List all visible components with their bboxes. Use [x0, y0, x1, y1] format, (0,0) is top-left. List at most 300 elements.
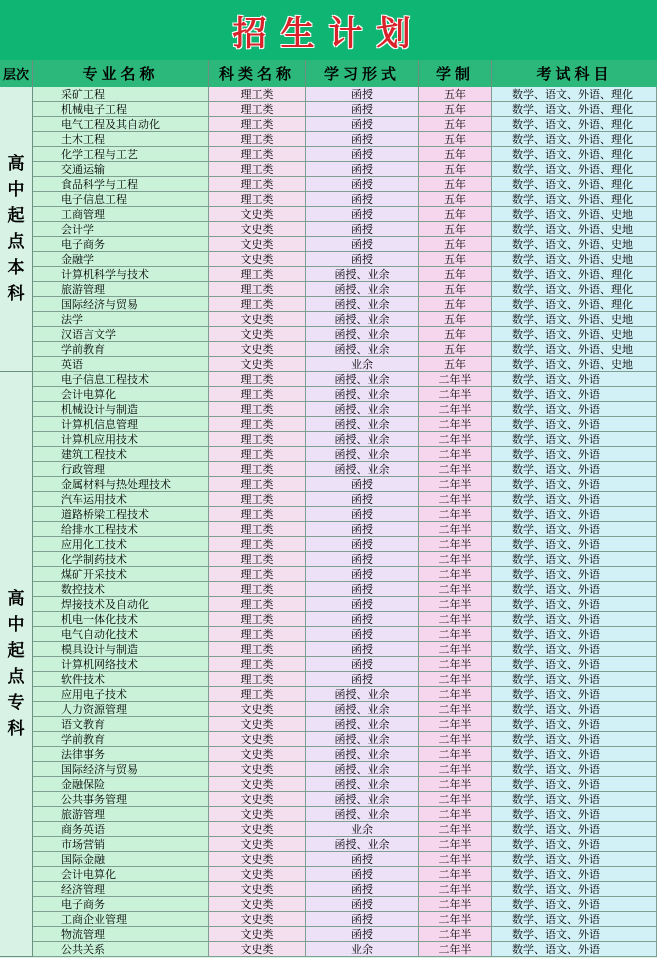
study-mode-cell: 函授 — [306, 252, 419, 267]
exam-subjects-cell: 数学、语文、外语 — [492, 867, 657, 882]
major-name-cell: 国际经济与贸易 — [33, 297, 209, 312]
table-row — [33, 747, 657, 762]
duration-cell: 二年半 — [419, 762, 492, 777]
duration-cell: 五年 — [419, 132, 492, 147]
table-row — [33, 282, 657, 297]
header-category: 科类名称 — [209, 60, 306, 87]
exam-subjects-cell: 数学、语文、外语、史地 — [492, 252, 657, 267]
level-char: 高 — [7, 154, 25, 174]
duration-cell: 二年半 — [419, 657, 492, 672]
table-row — [33, 417, 657, 432]
duration-cell: 二年半 — [419, 822, 492, 837]
major-name-cell: 商务英语 — [33, 822, 209, 837]
exam-subjects-cell: 数学、语文、外语 — [492, 657, 657, 672]
duration-cell: 二年半 — [419, 372, 492, 387]
category-cell: 理工类 — [209, 597, 306, 612]
exam-subjects-cell: 数学、语文、外语 — [492, 672, 657, 687]
duration-cell: 五年 — [419, 357, 492, 372]
study-mode-cell: 函授、业余 — [306, 312, 419, 327]
table-row — [33, 882, 657, 897]
category-cell: 理工类 — [209, 462, 306, 477]
exam-subjects-cell: 数学、语文、外语 — [492, 552, 657, 567]
study-mode-cell: 函授、业余 — [306, 807, 419, 822]
category-cell: 文史类 — [209, 717, 306, 732]
major-name-cell: 计算机科学与技术 — [33, 267, 209, 282]
table-header — [0, 60, 657, 87]
study-mode-cell: 函授 — [306, 507, 419, 522]
category-cell: 文史类 — [209, 897, 306, 912]
duration-cell: 二年半 — [419, 582, 492, 597]
category-cell: 理工类 — [209, 642, 306, 657]
study-mode-cell: 函授、业余 — [306, 447, 419, 462]
duration-cell: 二年半 — [419, 807, 492, 822]
exam-subjects-cell: 数学、语文、外语 — [492, 612, 657, 627]
table-row — [33, 372, 657, 387]
study-mode-cell: 函授、业余 — [306, 732, 419, 747]
major-name-cell: 公共事务管理 — [33, 792, 209, 807]
category-cell: 理工类 — [209, 522, 306, 537]
table-row — [33, 207, 657, 222]
exam-subjects-cell: 数学、语文、外语 — [492, 477, 657, 492]
study-mode-cell: 函授 — [306, 492, 419, 507]
major-name-cell: 会计学 — [33, 222, 209, 237]
header-major-name: 专业名称 — [33, 60, 209, 87]
duration-cell: 五年 — [419, 117, 492, 132]
duration-cell: 五年 — [419, 237, 492, 252]
exam-subjects-cell: 数学、语文、外语、史地 — [492, 312, 657, 327]
duration-cell: 二年半 — [419, 717, 492, 732]
exam-subjects-cell: 数学、语文、外语 — [492, 597, 657, 612]
exam-subjects-cell: 数学、语文、外语 — [492, 582, 657, 597]
category-cell: 理工类 — [209, 552, 306, 567]
table-row — [33, 477, 657, 492]
major-name-cell: 采矿工程 — [33, 87, 209, 102]
study-mode-cell: 函授 — [306, 927, 419, 942]
study-mode-cell: 函授 — [306, 627, 419, 642]
major-name-cell: 法学 — [33, 312, 209, 327]
major-name-cell: 化学工程与工艺 — [33, 147, 209, 162]
major-name-cell: 电子商务 — [33, 237, 209, 252]
study-mode-cell: 函授、业余 — [306, 747, 419, 762]
major-name-cell: 焊接技术及自动化 — [33, 597, 209, 612]
exam-subjects-cell: 数学、语文、外语、理化 — [492, 117, 657, 132]
study-mode-cell: 函授、业余 — [306, 372, 419, 387]
study-mode-cell: 函授、业余 — [306, 342, 419, 357]
table-row — [33, 312, 657, 327]
duration-cell: 二年半 — [419, 927, 492, 942]
category-cell: 文史类 — [209, 942, 306, 957]
exam-subjects-cell: 数学、语文、外语 — [492, 942, 657, 957]
table-row — [33, 237, 657, 252]
level-char: 中 — [7, 615, 25, 635]
study-mode-cell: 函授 — [306, 612, 419, 627]
table-row — [33, 492, 657, 507]
category-cell: 理工类 — [209, 657, 306, 672]
major-name-cell: 机械电子工程 — [33, 102, 209, 117]
category-cell: 理工类 — [209, 537, 306, 552]
table-row — [33, 597, 657, 612]
category-cell: 文史类 — [209, 912, 306, 927]
category-cell: 理工类 — [209, 567, 306, 582]
exam-subjects-cell: 数学、语文、外语、理化 — [492, 297, 657, 312]
major-name-cell: 汉语言文学 — [33, 327, 209, 342]
level-char: 点 — [7, 667, 25, 687]
level-char: 起 — [7, 206, 25, 226]
exam-subjects-cell: 数学、语文、外语 — [492, 537, 657, 552]
category-cell: 文史类 — [209, 882, 306, 897]
major-name-cell: 会计电算化 — [33, 387, 209, 402]
duration-cell: 二年半 — [419, 387, 492, 402]
study-mode-cell: 函授 — [306, 207, 419, 222]
study-mode-cell: 函授、业余 — [306, 777, 419, 792]
category-cell: 理工类 — [209, 672, 306, 687]
study-mode-cell: 函授 — [306, 147, 419, 162]
table-row — [33, 507, 657, 522]
category-cell: 理工类 — [209, 687, 306, 702]
duration-cell: 二年半 — [419, 852, 492, 867]
major-name-cell: 旅游管理 — [33, 282, 209, 297]
major-name-cell: 人力资源管理 — [33, 702, 209, 717]
table-row — [33, 447, 657, 462]
category-cell: 理工类 — [209, 507, 306, 522]
category-cell: 文史类 — [209, 732, 306, 747]
duration-cell: 二年半 — [419, 942, 492, 957]
exam-subjects-cell: 数学、语文、外语 — [492, 747, 657, 762]
major-name-cell: 英语 — [33, 357, 209, 372]
level-char: 本 — [7, 258, 25, 278]
duration-cell: 二年半 — [419, 897, 492, 912]
duration-cell: 二年半 — [419, 672, 492, 687]
study-mode-cell: 函授、业余 — [306, 387, 419, 402]
category-cell: 文史类 — [209, 207, 306, 222]
table-row — [33, 672, 657, 687]
duration-cell: 二年半 — [419, 882, 492, 897]
category-cell: 理工类 — [209, 147, 306, 162]
duration-cell: 二年半 — [419, 732, 492, 747]
category-cell: 文史类 — [209, 762, 306, 777]
header-exam-subjects: 考试科目 — [536, 65, 613, 83]
study-mode-cell: 函授 — [306, 477, 419, 492]
study-mode-cell: 函授 — [306, 882, 419, 897]
duration-cell: 五年 — [419, 267, 492, 282]
exam-subjects-cell: 数学、语文、外语、史地 — [492, 222, 657, 237]
major-name-cell: 应用化工技术 — [33, 537, 209, 552]
major-name-cell: 给排水工程技术 — [33, 522, 209, 537]
study-mode-cell: 函授 — [306, 597, 419, 612]
study-mode-cell: 函授、业余 — [306, 402, 419, 417]
major-name-cell: 模具设计与制造 — [33, 642, 209, 657]
study-mode-cell: 函授、业余 — [306, 417, 419, 432]
exam-subjects-cell: 数学、语文、外语、理化 — [492, 282, 657, 297]
duration-cell: 二年半 — [419, 477, 492, 492]
duration-cell: 五年 — [419, 192, 492, 207]
major-name-cell: 机械设计与制造 — [33, 402, 209, 417]
level-char: 中 — [7, 180, 25, 200]
duration-cell: 二年半 — [419, 417, 492, 432]
category-cell: 理工类 — [209, 177, 306, 192]
category-cell: 文史类 — [209, 852, 306, 867]
study-mode-cell: 函授 — [306, 642, 419, 657]
study-mode-cell: 函授、业余 — [306, 717, 419, 732]
table-row — [33, 222, 657, 237]
exam-subjects-cell: 数学、语文、外语 — [492, 777, 657, 792]
study-mode-cell: 函授 — [306, 177, 419, 192]
duration-cell: 二年半 — [419, 507, 492, 522]
category-cell: 理工类 — [209, 432, 306, 447]
duration-cell: 二年半 — [419, 777, 492, 792]
category-cell: 文史类 — [209, 867, 306, 882]
study-mode-cell: 业余 — [306, 822, 419, 837]
table-row — [33, 762, 657, 777]
duration-cell: 五年 — [419, 222, 492, 237]
study-mode-cell: 函授、业余 — [306, 327, 419, 342]
category-cell: 文史类 — [209, 777, 306, 792]
study-mode-cell: 函授、业余 — [306, 837, 419, 852]
duration-cell: 五年 — [419, 207, 492, 222]
study-mode-cell: 函授 — [306, 192, 419, 207]
exam-subjects-cell: 数学、语文、外语 — [492, 447, 657, 462]
exam-subjects-cell: 数学、语文、外语 — [492, 387, 657, 402]
table-row — [33, 657, 657, 672]
table-row — [33, 777, 657, 792]
major-name-cell: 工商管理 — [33, 207, 209, 222]
level-char: 高 — [7, 589, 25, 609]
header-level: 层次 — [0, 60, 33, 87]
exam-subjects-cell: 数学、语文、外语 — [492, 492, 657, 507]
major-name-cell: 物流管理 — [33, 927, 209, 942]
exam-subjects-cell: 数学、语文、外语 — [492, 642, 657, 657]
major-name-cell: 建筑工程技术 — [33, 447, 209, 462]
level-char: 专 — [7, 693, 25, 713]
duration-cell: 二年半 — [419, 597, 492, 612]
table-row — [33, 687, 657, 702]
study-mode-cell: 函授 — [306, 852, 419, 867]
study-mode-cell: 函授 — [306, 897, 419, 912]
page-title: 招生计划 — [232, 13, 425, 54]
major-name-cell: 计算机信息管理 — [33, 417, 209, 432]
table-row — [33, 582, 657, 597]
duration-cell: 五年 — [419, 87, 492, 102]
exam-subjects-cell: 数学、语文、外语 — [492, 822, 657, 837]
category-cell: 文史类 — [209, 702, 306, 717]
major-name-cell: 金属材料与热处理技术 — [33, 477, 209, 492]
duration-cell: 二年半 — [419, 522, 492, 537]
study-mode-cell: 函授 — [306, 657, 419, 672]
exam-subjects-cell: 数学、语文、外语、史地 — [492, 357, 657, 372]
table-row — [33, 537, 657, 552]
category-cell: 文史类 — [209, 927, 306, 942]
study-mode-cell: 函授 — [306, 552, 419, 567]
study-mode-cell: 函授 — [306, 582, 419, 597]
major-name-cell: 软件技术 — [33, 672, 209, 687]
major-name-cell: 汽车运用技术 — [33, 492, 209, 507]
exam-subjects-cell: 数学、语文、外语 — [492, 762, 657, 777]
exam-subjects-cell: 数学、语文、外语 — [492, 792, 657, 807]
exam-subjects-cell: 数学、语文、外语 — [492, 432, 657, 447]
category-cell: 理工类 — [209, 297, 306, 312]
header-duration: 学制 — [419, 60, 492, 87]
duration-cell: 二年半 — [419, 627, 492, 642]
duration-cell: 二年半 — [419, 687, 492, 702]
category-cell: 文史类 — [209, 807, 306, 822]
major-name-cell: 交通运输 — [33, 162, 209, 177]
level-cell-undergraduate — [0, 87, 33, 372]
study-mode-cell: 函授 — [306, 117, 419, 132]
duration-cell: 二年半 — [419, 837, 492, 852]
category-cell: 理工类 — [209, 387, 306, 402]
study-mode-cell: 函授 — [306, 537, 419, 552]
category-cell: 理工类 — [209, 417, 306, 432]
category-cell: 文史类 — [209, 327, 306, 342]
level-cell-junior-college — [0, 372, 33, 957]
major-name-cell: 法律事务 — [33, 747, 209, 762]
category-cell: 文史类 — [209, 357, 306, 372]
table-body — [33, 87, 657, 957]
exam-subjects-cell: 数学、语文、外语、理化 — [492, 267, 657, 282]
category-cell: 理工类 — [209, 492, 306, 507]
major-name-cell: 学前教育 — [33, 342, 209, 357]
table-row — [33, 927, 657, 942]
exam-subjects-cell: 数学、语文、外语 — [492, 702, 657, 717]
level-char: 科 — [7, 284, 25, 304]
study-mode-cell: 函授 — [306, 132, 419, 147]
study-mode-cell: 业余 — [306, 357, 419, 372]
category-cell: 理工类 — [209, 372, 306, 387]
duration-cell: 五年 — [419, 342, 492, 357]
table-row — [33, 627, 657, 642]
study-mode-cell: 函授、业余 — [306, 462, 419, 477]
major-name-cell: 公共关系 — [33, 942, 209, 957]
exam-subjects-cell: 数学、语文、外语 — [492, 927, 657, 942]
major-name-cell: 工商企业管理 — [33, 912, 209, 927]
major-name-cell: 国际经济与贸易 — [33, 762, 209, 777]
category-cell: 理工类 — [209, 102, 306, 117]
major-name-cell: 金融学 — [33, 252, 209, 267]
table-row — [33, 822, 657, 837]
exam-subjects-cell: 数学、语文、外语 — [492, 687, 657, 702]
exam-subjects-cell: 数学、语文、外语 — [492, 567, 657, 582]
study-mode-cell: 函授 — [306, 87, 419, 102]
study-mode-cell: 函授 — [306, 237, 419, 252]
exam-subjects-cell: 数学、语文、外语 — [492, 912, 657, 927]
table-row — [33, 837, 657, 852]
major-name-cell: 电子商务 — [33, 897, 209, 912]
study-mode-cell: 函授、业余 — [306, 297, 419, 312]
category-cell: 文史类 — [209, 222, 306, 237]
table-row — [33, 702, 657, 717]
study-mode-cell: 函授、业余 — [306, 282, 419, 297]
table-row — [33, 357, 657, 372]
exam-subjects-cell: 数学、语文、外语 — [492, 837, 657, 852]
study-mode-cell: 函授、业余 — [306, 687, 419, 702]
header-study-mode: 学习形式 — [306, 60, 419, 87]
major-name-cell: 电气工程及其自动化 — [33, 117, 209, 132]
category-cell: 文史类 — [209, 792, 306, 807]
category-cell: 理工类 — [209, 612, 306, 627]
category-cell: 理工类 — [209, 117, 306, 132]
category-cell: 理工类 — [209, 87, 306, 102]
study-mode-cell: 业余 — [306, 942, 419, 957]
exam-subjects-cell: 数学、语文、外语 — [492, 372, 657, 387]
major-name-cell: 学前教育 — [33, 732, 209, 747]
study-mode-cell: 函授、业余 — [306, 792, 419, 807]
major-name-cell: 道路桥梁工程技术 — [33, 507, 209, 522]
exam-subjects-cell: 数学、语文、外语 — [492, 897, 657, 912]
exam-subjects-cell: 数学、语文、外语 — [492, 522, 657, 537]
duration-cell: 五年 — [419, 162, 492, 177]
major-name-cell: 化学制药技术 — [33, 552, 209, 567]
table-row — [33, 387, 657, 402]
duration-cell: 五年 — [419, 147, 492, 162]
duration-cell: 五年 — [419, 252, 492, 267]
duration-cell: 二年半 — [419, 867, 492, 882]
category-cell: 理工类 — [209, 447, 306, 462]
study-mode-cell: 函授 — [306, 912, 419, 927]
table-row — [33, 897, 657, 912]
duration-cell: 二年半 — [419, 747, 492, 762]
exam-subjects-cell: 数学、语文、外语、史地 — [492, 207, 657, 222]
duration-cell: 二年半 — [419, 552, 492, 567]
table-row — [33, 552, 657, 567]
exam-subjects-cell: 数学、语文、外语 — [492, 627, 657, 642]
category-cell: 理工类 — [209, 282, 306, 297]
table-row — [33, 342, 657, 357]
study-mode-cell: 函授 — [306, 567, 419, 582]
duration-cell: 五年 — [419, 297, 492, 312]
table-row — [33, 177, 657, 192]
major-name-cell: 机电一体化技术 — [33, 612, 209, 627]
category-cell: 理工类 — [209, 267, 306, 282]
major-name-cell: 计算机应用技术 — [33, 432, 209, 447]
table-row — [33, 402, 657, 417]
table-row — [33, 612, 657, 627]
exam-subjects-cell: 数学、语文、外语、理化 — [492, 87, 657, 102]
major-name-cell: 土木工程 — [33, 132, 209, 147]
study-mode-cell: 函授 — [306, 672, 419, 687]
category-cell: 理工类 — [209, 582, 306, 597]
major-name-cell: 数控技术 — [33, 582, 209, 597]
major-name-cell: 电子信息工程 — [33, 192, 209, 207]
study-mode-cell: 函授、业余 — [306, 432, 419, 447]
exam-subjects-cell: 数学、语文、外语 — [492, 402, 657, 417]
table-row — [33, 327, 657, 342]
category-cell: 文史类 — [209, 822, 306, 837]
exam-subjects-cell: 数学、语文、外语 — [492, 852, 657, 867]
major-name-cell: 计算机网络技术 — [33, 657, 209, 672]
study-mode-cell: 函授、业余 — [306, 267, 419, 282]
category-cell: 文史类 — [209, 312, 306, 327]
duration-cell: 二年半 — [419, 447, 492, 462]
study-mode-cell: 函授 — [306, 867, 419, 882]
major-name-cell: 电子信息工程技术 — [33, 372, 209, 387]
duration-cell: 二年半 — [419, 612, 492, 627]
table-row — [33, 102, 657, 117]
major-name-cell: 语文教育 — [33, 717, 209, 732]
level-char: 科 — [7, 719, 25, 739]
duration-cell: 二年半 — [419, 702, 492, 717]
exam-subjects-cell: 数学、语文、外语 — [492, 732, 657, 747]
major-name-cell: 经济管理 — [33, 882, 209, 897]
table-row — [33, 942, 657, 957]
major-name-cell: 旅游管理 — [33, 807, 209, 822]
table-row — [33, 852, 657, 867]
study-mode-cell: 函授 — [306, 222, 419, 237]
duration-cell: 五年 — [419, 312, 492, 327]
duration-cell: 二年半 — [419, 567, 492, 582]
major-name-cell: 电气自动化技术 — [33, 627, 209, 642]
title-banner — [0, 0, 657, 60]
study-mode-cell: 函授、业余 — [306, 762, 419, 777]
